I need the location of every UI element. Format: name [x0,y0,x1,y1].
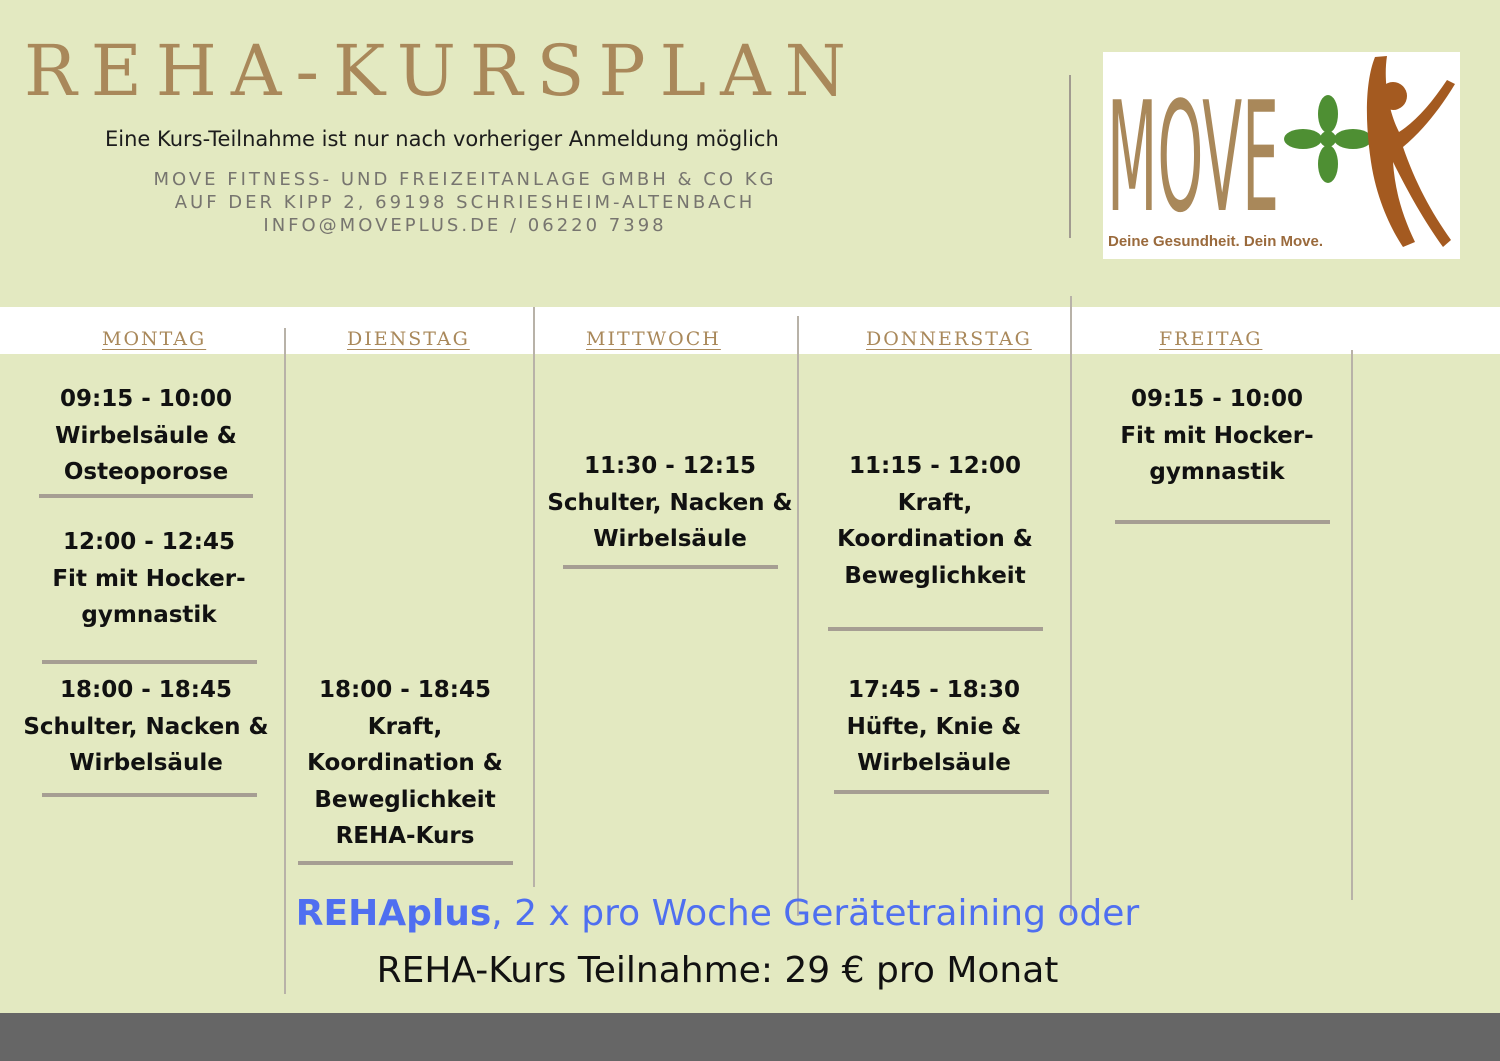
course-name: Schulter, Nacken & [23,713,269,740]
course-time: 09:15 - 10:00 [1131,386,1303,412]
figure-icon [1367,56,1455,247]
slot-divider [298,861,513,865]
course-name: Wirbelsäule [857,750,1011,776]
course-name: Koordination & [837,526,1033,552]
company-contact: INFO@MOVEPLUS.DE / 06220 7398 [263,215,667,236]
course-slot-donnerstag-1 [805,448,1065,594]
header-divider [1069,75,1071,238]
course-slot-montag-3 [16,672,276,782]
course-name: Beweglichkeit [844,562,1026,589]
course-time: 17:45 - 18:30 [848,677,1020,703]
logo-wordmark: MOVE [1107,69,1279,246]
course-time: 11:15 - 12:00 [849,453,1021,479]
move-logo [1103,52,1460,259]
day-header-donnerstag: DONNERSTAG [866,328,1032,350]
course-name: Fit mit Hocker- [52,565,246,592]
course-name: REHA-Kurs [335,823,475,849]
course-name: Wirbelsäule [69,750,223,776]
day-header-mittwoch: MITTWOCH [586,328,721,350]
registration-note: Eine Kurs-Teilnahme ist nur nach vorheriger Anmeldung möglich [105,127,779,151]
course-slot-montag-1 [16,381,276,491]
course-time: 11:30 - 12:15 [584,453,756,479]
course-slot-montag-2 [19,524,279,634]
slot-divider [42,793,257,797]
course-name: gymnastik [81,602,217,628]
course-name: Fit mit Hocker- [1120,422,1314,449]
day-header-freitag: FREITAG [1159,328,1263,350]
column-divider [797,316,799,916]
logo-tagline: Deine Gesundheit. Dein Move. [1108,233,1324,250]
course-slot-dienstag-1 [275,672,535,855]
course-time: 18:00 - 18:45 [319,677,491,703]
course-name: Beweglichkeit [314,786,496,813]
day-header-band [0,307,1500,354]
company-name: MOVE FITNESS- UND FREIZEITANLAGE GMBH & CO KG [153,169,777,190]
company-street: AUF DER KIPP 2, 69198 SCHRIESHEIM-ALTENBACH [174,192,756,213]
slot-divider [828,627,1043,631]
slot-divider [834,790,1049,794]
slot-divider [42,660,257,664]
course-name: Kraft, [897,489,973,516]
promo-line-1 [0,893,1435,934]
course-name: Koordination & [307,750,503,776]
course-name: Osteoporose [63,459,229,485]
course-slot-freitag-1 [1087,381,1347,491]
course-time: 12:00 - 12:45 [63,529,235,555]
move-logo-graphic [1103,52,1460,259]
course-slot-mittwoch-1 [540,448,800,558]
promo-line-2: REHA-Kurs Teilnahme: 29 € pro Monat [376,950,1059,991]
promo-line-1-text: , 2 x pro Woche Gerätetraining oder [491,893,1140,934]
course-time: 18:00 - 18:45 [60,677,232,703]
course-slot-donnerstag-2 [804,672,1064,782]
day-header-montag: MONTAG [102,328,207,350]
course-name: Schulter, Nacken & [547,489,793,516]
course-name: gymnastik [1149,459,1285,485]
footer-bar [0,1013,1500,1061]
course-name: Wirbelsäule & [55,422,237,449]
company-address [70,168,860,237]
course-name: Kraft, [367,713,443,740]
clover-icon [1284,95,1372,183]
slot-divider [39,494,253,498]
column-divider [1070,296,1072,916]
course-name: Hüfte, Knie & [846,713,1022,740]
course-time: 09:15 - 10:00 [60,386,232,412]
promo-brand: REHAplus [295,893,492,934]
slot-divider [563,565,778,569]
course-name: Wirbelsäule [593,526,747,552]
page-title: REHA-KURSPLAN [24,30,860,112]
column-divider [1351,350,1353,900]
slot-divider [1115,520,1330,524]
day-header-dienstag: DIENSTAG [347,328,470,350]
